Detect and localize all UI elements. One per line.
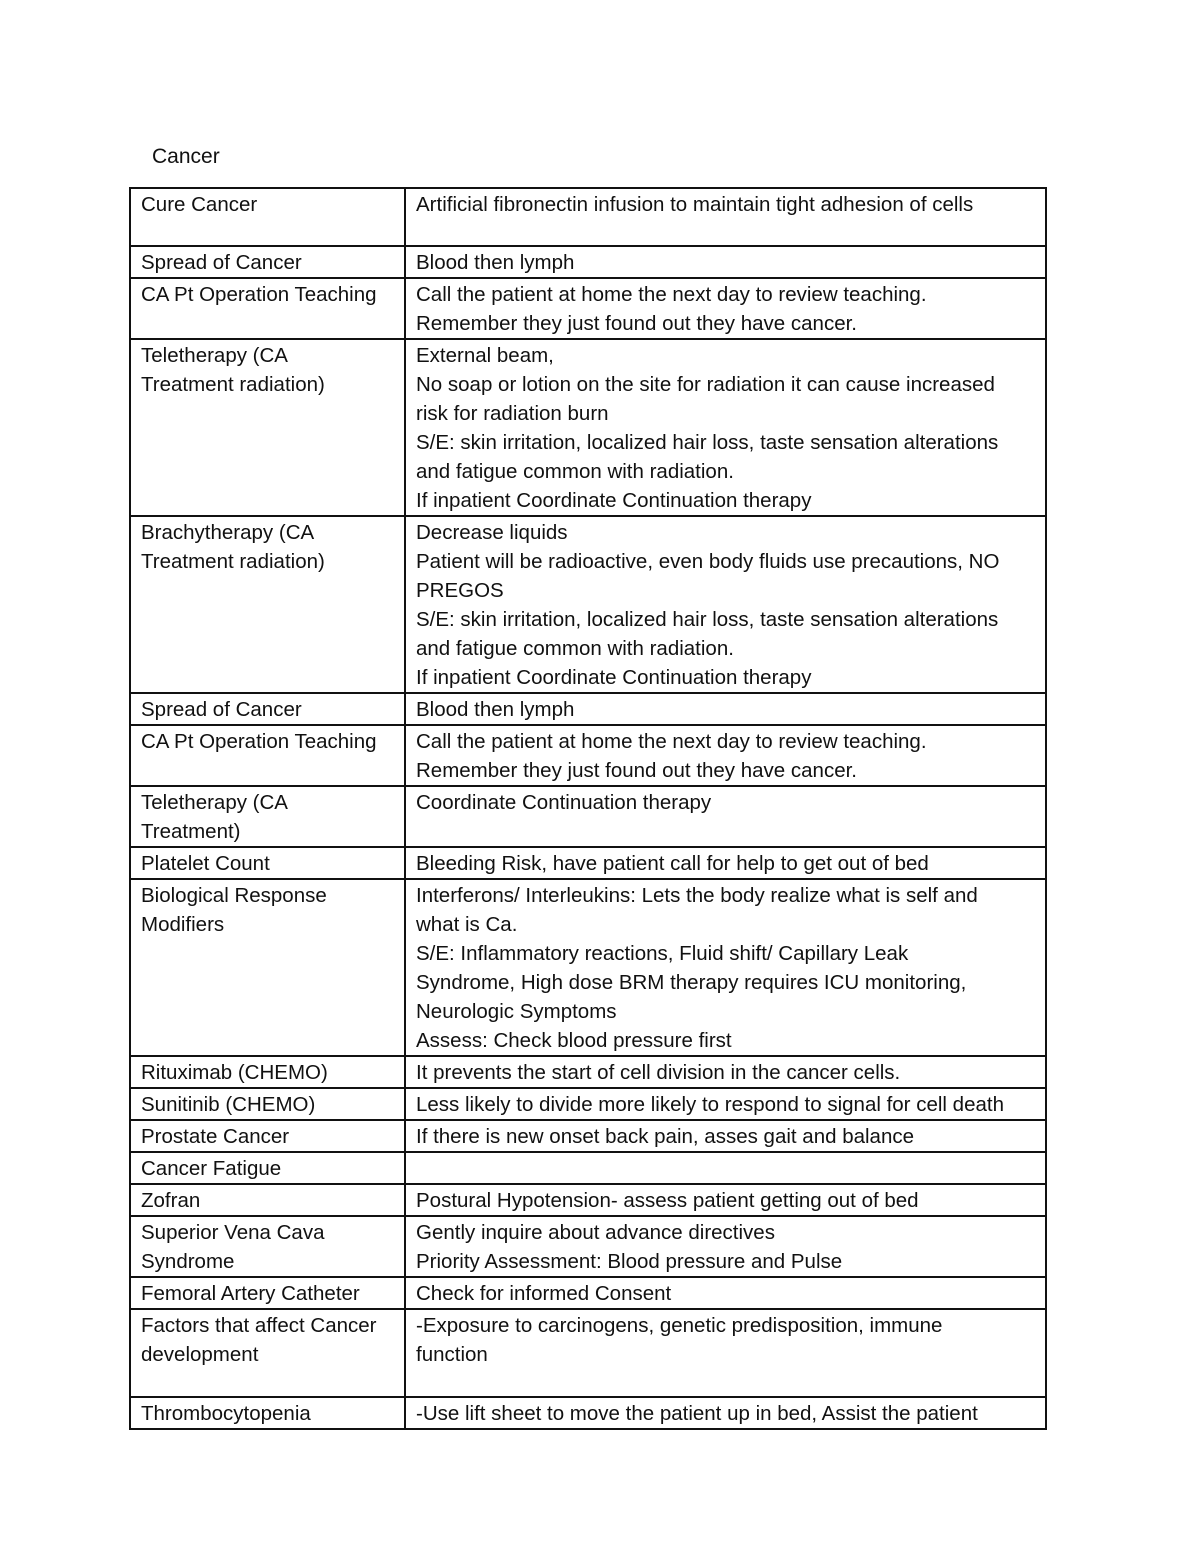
table-row	[130, 725, 1046, 786]
notes-text: External beam,	[416, 344, 554, 367]
topic-text: Teletherapy (CA	[141, 791, 288, 814]
topic-text: Superior Vena Cava	[141, 1221, 325, 1244]
topic-text: Syndrome	[141, 1250, 235, 1273]
table-row	[130, 847, 1046, 879]
topic-cell	[130, 1397, 405, 1429]
notes-table	[129, 187, 1047, 1430]
notes-text: -Exposure to carcinogens, genetic predisposition, immune	[416, 1314, 943, 1337]
table-row	[130, 1216, 1046, 1277]
page-title: Cancer	[152, 145, 220, 168]
notes-text: risk for radiation burn	[416, 402, 609, 425]
notes-cell	[405, 1216, 1046, 1277]
notes-text: Remember they just found out they have cancer.	[416, 312, 858, 335]
notes-text: No soap or lotion on the site for radiation it can cause increased	[416, 373, 995, 396]
topic-text: Modifiers	[141, 913, 225, 936]
topic-text: Treatment radiation)	[141, 373, 325, 396]
notes-cell	[405, 1184, 1046, 1216]
topic-text: Prostate Cancer	[141, 1125, 290, 1148]
notes-text: Interferons/ Interleukins: Lets the body realize what is self and	[416, 884, 978, 907]
notes-text: If inpatient Coordinate Continuation therapy	[416, 666, 812, 689]
table-row	[130, 339, 1046, 516]
notes-cell	[405, 1277, 1046, 1309]
table-row	[130, 1120, 1046, 1152]
topic-cell	[130, 1184, 405, 1216]
topic-cell	[130, 1056, 405, 1088]
notes-text: Bleeding Risk, have patient call for help to get out of bed	[416, 852, 929, 875]
notes-cell	[405, 725, 1046, 786]
notes-text: If there is new onset back pain, asses gait and balance	[416, 1125, 915, 1148]
topic-cell	[130, 847, 405, 879]
notes-text: what is Ca.	[416, 913, 518, 936]
table-row	[130, 693, 1046, 725]
table-row	[130, 786, 1046, 847]
topic-cell	[130, 1120, 405, 1152]
notes-cell	[405, 516, 1046, 693]
table-row	[130, 1088, 1046, 1120]
notes-text: Postural Hypotension- assess patient getting out of bed	[416, 1189, 919, 1212]
notes-text: function	[416, 1343, 488, 1366]
topic-text: Spread of Cancer	[141, 698, 302, 721]
notes-text: Decrease liquids	[416, 521, 568, 544]
topic-text: Platelet Count	[141, 852, 270, 875]
notes-text: Patient will be radioactive, even body fluids use precautions, NO	[416, 550, 1000, 573]
notes-cell	[405, 847, 1046, 879]
notes-cell	[405, 339, 1046, 516]
topic-text: CA Pt Operation Teaching	[141, 730, 377, 753]
notes-text: Less likely to divide more likely to respond to signal for cell death	[416, 1093, 1004, 1116]
table-row	[130, 879, 1046, 1056]
notes-cell	[405, 1152, 1046, 1184]
notes-text: Blood then lymph	[416, 251, 575, 274]
notes-cell	[405, 1120, 1046, 1152]
notes-text: Blood then lymph	[416, 698, 575, 721]
topic-cell	[130, 1309, 405, 1397]
notes-text: Assess: Check blood pressure first	[416, 1029, 732, 1052]
table-row	[130, 188, 1046, 246]
topic-text: development	[141, 1343, 259, 1366]
table-row	[130, 246, 1046, 278]
topic-cell	[130, 1152, 405, 1184]
notes-text: Neurologic Symptoms	[416, 1000, 617, 1023]
topic-cell	[130, 246, 405, 278]
topic-text: Sunitinib (CHEMO)	[141, 1093, 316, 1116]
topic-text: Zofran	[141, 1189, 201, 1212]
notes-cell	[405, 879, 1046, 1056]
topic-text: Thrombocytopenia	[141, 1402, 311, 1425]
topic-text: Brachytherapy (CA	[141, 521, 315, 544]
notes-text: S/E: skin irritation, localized hair loss, taste sensation alterations	[416, 431, 999, 454]
table-row	[130, 516, 1046, 693]
table-row	[130, 1397, 1046, 1429]
notes-cell	[405, 188, 1046, 246]
notes-text: Syndrome, High dose BRM therapy requires ICU monitoring,	[416, 971, 967, 994]
topic-text: Factors that affect Cancer	[141, 1314, 377, 1337]
notes-cell	[405, 1309, 1046, 1397]
notes-text: and fatigue common with radiation.	[416, 460, 734, 483]
notes-text: Remember they just found out they have cancer.	[416, 759, 858, 782]
notes-table-body	[130, 188, 1046, 1429]
notes-cell	[405, 693, 1046, 725]
table-row	[130, 1152, 1046, 1184]
topic-text: Treatment radiation)	[141, 550, 325, 573]
notes-text: Check for informed Consent	[416, 1282, 672, 1305]
topic-cell	[130, 1216, 405, 1277]
topic-text: Femoral Artery Catheter	[141, 1282, 360, 1305]
topic-cell	[130, 516, 405, 693]
table-row	[130, 278, 1046, 339]
topic-text: Rituximab (CHEMO)	[141, 1061, 328, 1084]
topic-cell	[130, 188, 405, 246]
notes-cell	[405, 1397, 1046, 1429]
topic-text: CA Pt Operation Teaching	[141, 283, 377, 306]
notes-text: -Use lift sheet to move the patient up in bed, Assist the patient	[416, 1402, 978, 1425]
topic-cell	[130, 725, 405, 786]
topic-cell	[130, 1088, 405, 1120]
notes-cell	[405, 786, 1046, 847]
table-row	[130, 1277, 1046, 1309]
notes-text: Coordinate Continuation therapy	[416, 791, 712, 814]
notes-text: PREGOS	[416, 579, 504, 602]
notes-text: Call the patient at home the next day to review teaching.	[416, 283, 927, 306]
table-row	[130, 1309, 1046, 1397]
notes-cell	[405, 1088, 1046, 1120]
topic-text: Cancer Fatigue	[141, 1157, 282, 1180]
topic-cell	[130, 693, 405, 725]
topic-cell	[130, 786, 405, 847]
topic-cell	[130, 278, 405, 339]
notes-text: It prevents the start of cell division in the cancer cells.	[416, 1061, 901, 1084]
notes-text: Call the patient at home the next day to review teaching.	[416, 730, 927, 753]
notes-text: Artificial fibronectin infusion to maintain tight adhesion of cells	[416, 193, 974, 216]
topic-cell	[130, 1277, 405, 1309]
topic-text: Spread of Cancer	[141, 251, 302, 274]
topic-cell	[130, 879, 405, 1056]
notes-cell	[405, 1056, 1046, 1088]
notes-cell	[405, 246, 1046, 278]
topic-cell	[130, 339, 405, 516]
notes-text: Priority Assessment: Blood pressure and Pulse	[416, 1250, 843, 1273]
topic-text: Treatment)	[141, 820, 241, 843]
topic-text: Cure Cancer	[141, 193, 258, 216]
topic-text: Teletherapy (CA	[141, 344, 288, 367]
notes-text: S/E: Inflammatory reactions, Fluid shift/ Capillary Leak	[416, 942, 909, 965]
notes-text: S/E: skin irritation, localized hair loss, taste sensation alterations	[416, 608, 999, 631]
notes-text: Gently inquire about advance directives	[416, 1221, 775, 1244]
table-row	[130, 1056, 1046, 1088]
notes-text: If inpatient Coordinate Continuation therapy	[416, 489, 812, 512]
notes-cell	[405, 278, 1046, 339]
topic-text: Biological Response	[141, 884, 327, 907]
table-row	[130, 1184, 1046, 1216]
notes-text: and fatigue common with radiation.	[416, 637, 734, 660]
